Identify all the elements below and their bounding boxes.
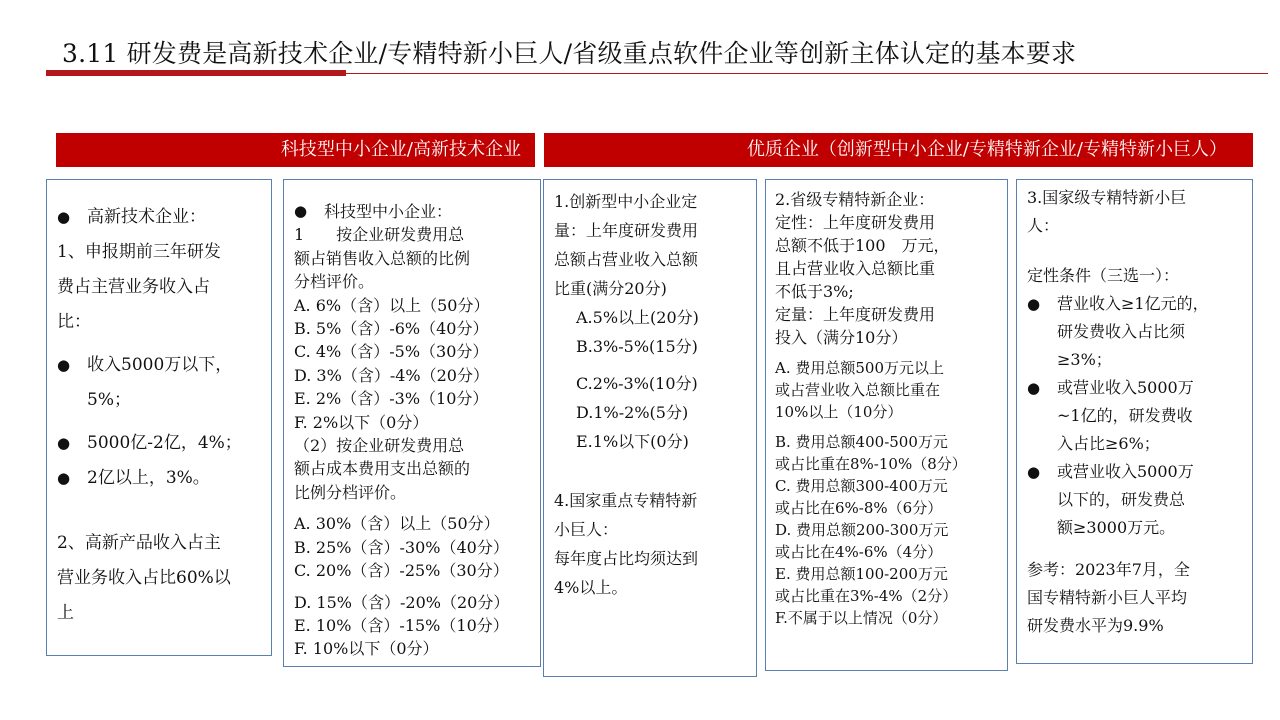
- banner-tech-sme: 科技型中小企业/高新技术企业: [56, 133, 535, 167]
- panel-innovative-sme: 1.创新型中小企业定 量：上年度研发费用 总额占营业收入总额 比重(满分20分) A.5%以上(20分) B.3%-5%(15分) C.2%-3%(10分) D.1%-2%(5分) E.1%以下(0分) 4.国家重点专精特新 小巨人： 每年度占比均须达到 4%以上。: [543, 179, 757, 677]
- bullet-icon: ●: [1027, 463, 1041, 481]
- bullet-item: ● 2亿以上，3%。: [57, 461, 261, 496]
- bullet-item: ● 科技型中小企业：: [294, 200, 531, 223]
- panel-national-little-giant: 3.国家级专精特新小巨 人： 定性条件（三选一）： ● 营业收入≥1亿元的， 研发费收入占比须 ≥3%； ● 或营业收入5000万 ~1亿的，研发费收 入占比≥6%； ● 或营业收入5000万 以下的，研发费总 额≥3000万元。 参考：2023年7月，全 国专精特新小巨人平均 研发费水平为9.9%: [1016, 179, 1253, 664]
- bullet-icon: ●: [57, 434, 71, 452]
- bullet-item: ● 收入5000万以下，: [57, 348, 261, 383]
- bullet-item: ● 营业收入≥1亿元的，: [1027, 290, 1246, 318]
- bullet-icon: ●: [1027, 379, 1041, 397]
- bullet-icon: ●: [57, 356, 71, 374]
- panel-high-tech: ● 高新技术企业： 1、申报期前三年研发 费占主营业务收入占 比： ● 收入5000万以下， 5%； ● 5000亿-2亿，4%； ● 2亿以上，3%。 2、高新产品收入占主 营业务收入占比60%以 上: [46, 179, 272, 656]
- bullet-item: ● 或营业收入5000万: [1027, 458, 1246, 486]
- bullet-item: ● 5000亿-2亿，4%；: [57, 426, 261, 461]
- bullet-item: ● 或营业收入5000万: [1027, 374, 1246, 402]
- page-title: 3.11 研发费是高新技术企业/专精特新小巨人/省级重点软件企业等创新主体认定的基本要求: [62, 39, 1077, 68]
- bullet-item: ● 高新技术企业：: [57, 200, 261, 235]
- bullet-icon: ●: [57, 469, 71, 487]
- bullet-icon: ●: [1027, 295, 1041, 313]
- panel-tech-sme: ● 科技型中小企业： 1 按企业研发费用总 额占销售收入总额的比例 分档评价。 A. 6%（含）以上（50分） B. 5%（含）-6%（40分） C. 4%（含）-5%（30分） D. 3%（含）-4%（20分） E. 2%（含）-3%（10分） F. 2%以下（0分） （2）按企业研发费用总 额占成本费用支出总额的 比例分档评价。 A. 30%（含）以上（50分） B. 25%（含）-30%（40分） C. 20%（含）-25%（30分） D. 15%（含）-20%（20分） E. 10%（含）-15%（10分） F. 10%以下（0分）: [283, 179, 541, 667]
- bullet-icon: ●: [57, 208, 71, 226]
- banner-quality-enterprise: 优质企业（创新型中小企业/专精特新企业/专精特新小巨人）: [544, 133, 1253, 167]
- panel-provincial-specialized: 2.省级专精特新企业： 定性：上年度研发费用 总额不低于100 万元， 且占营业收入总额比重 不低于3%; 定量：上年度研发费用 投入（满分10分） A. 费用总额500万元以上 或占营业收入总额比重在 10%以上（10分） B. 费用总额400-500万元 或占比重在8%-10%（8分） C. 费用总额300-400万元 或占比在6%-8%（6分） D. 费用总额200-300万元 或占比在4%-6%（4分） E. 费用总额100-200万元 或占比重在3%-4%（2分） F.不属于以上情况（0分）: [765, 179, 1008, 671]
- bullet-icon: ●: [294, 202, 308, 220]
- title-accent-bar: [46, 70, 346, 76]
